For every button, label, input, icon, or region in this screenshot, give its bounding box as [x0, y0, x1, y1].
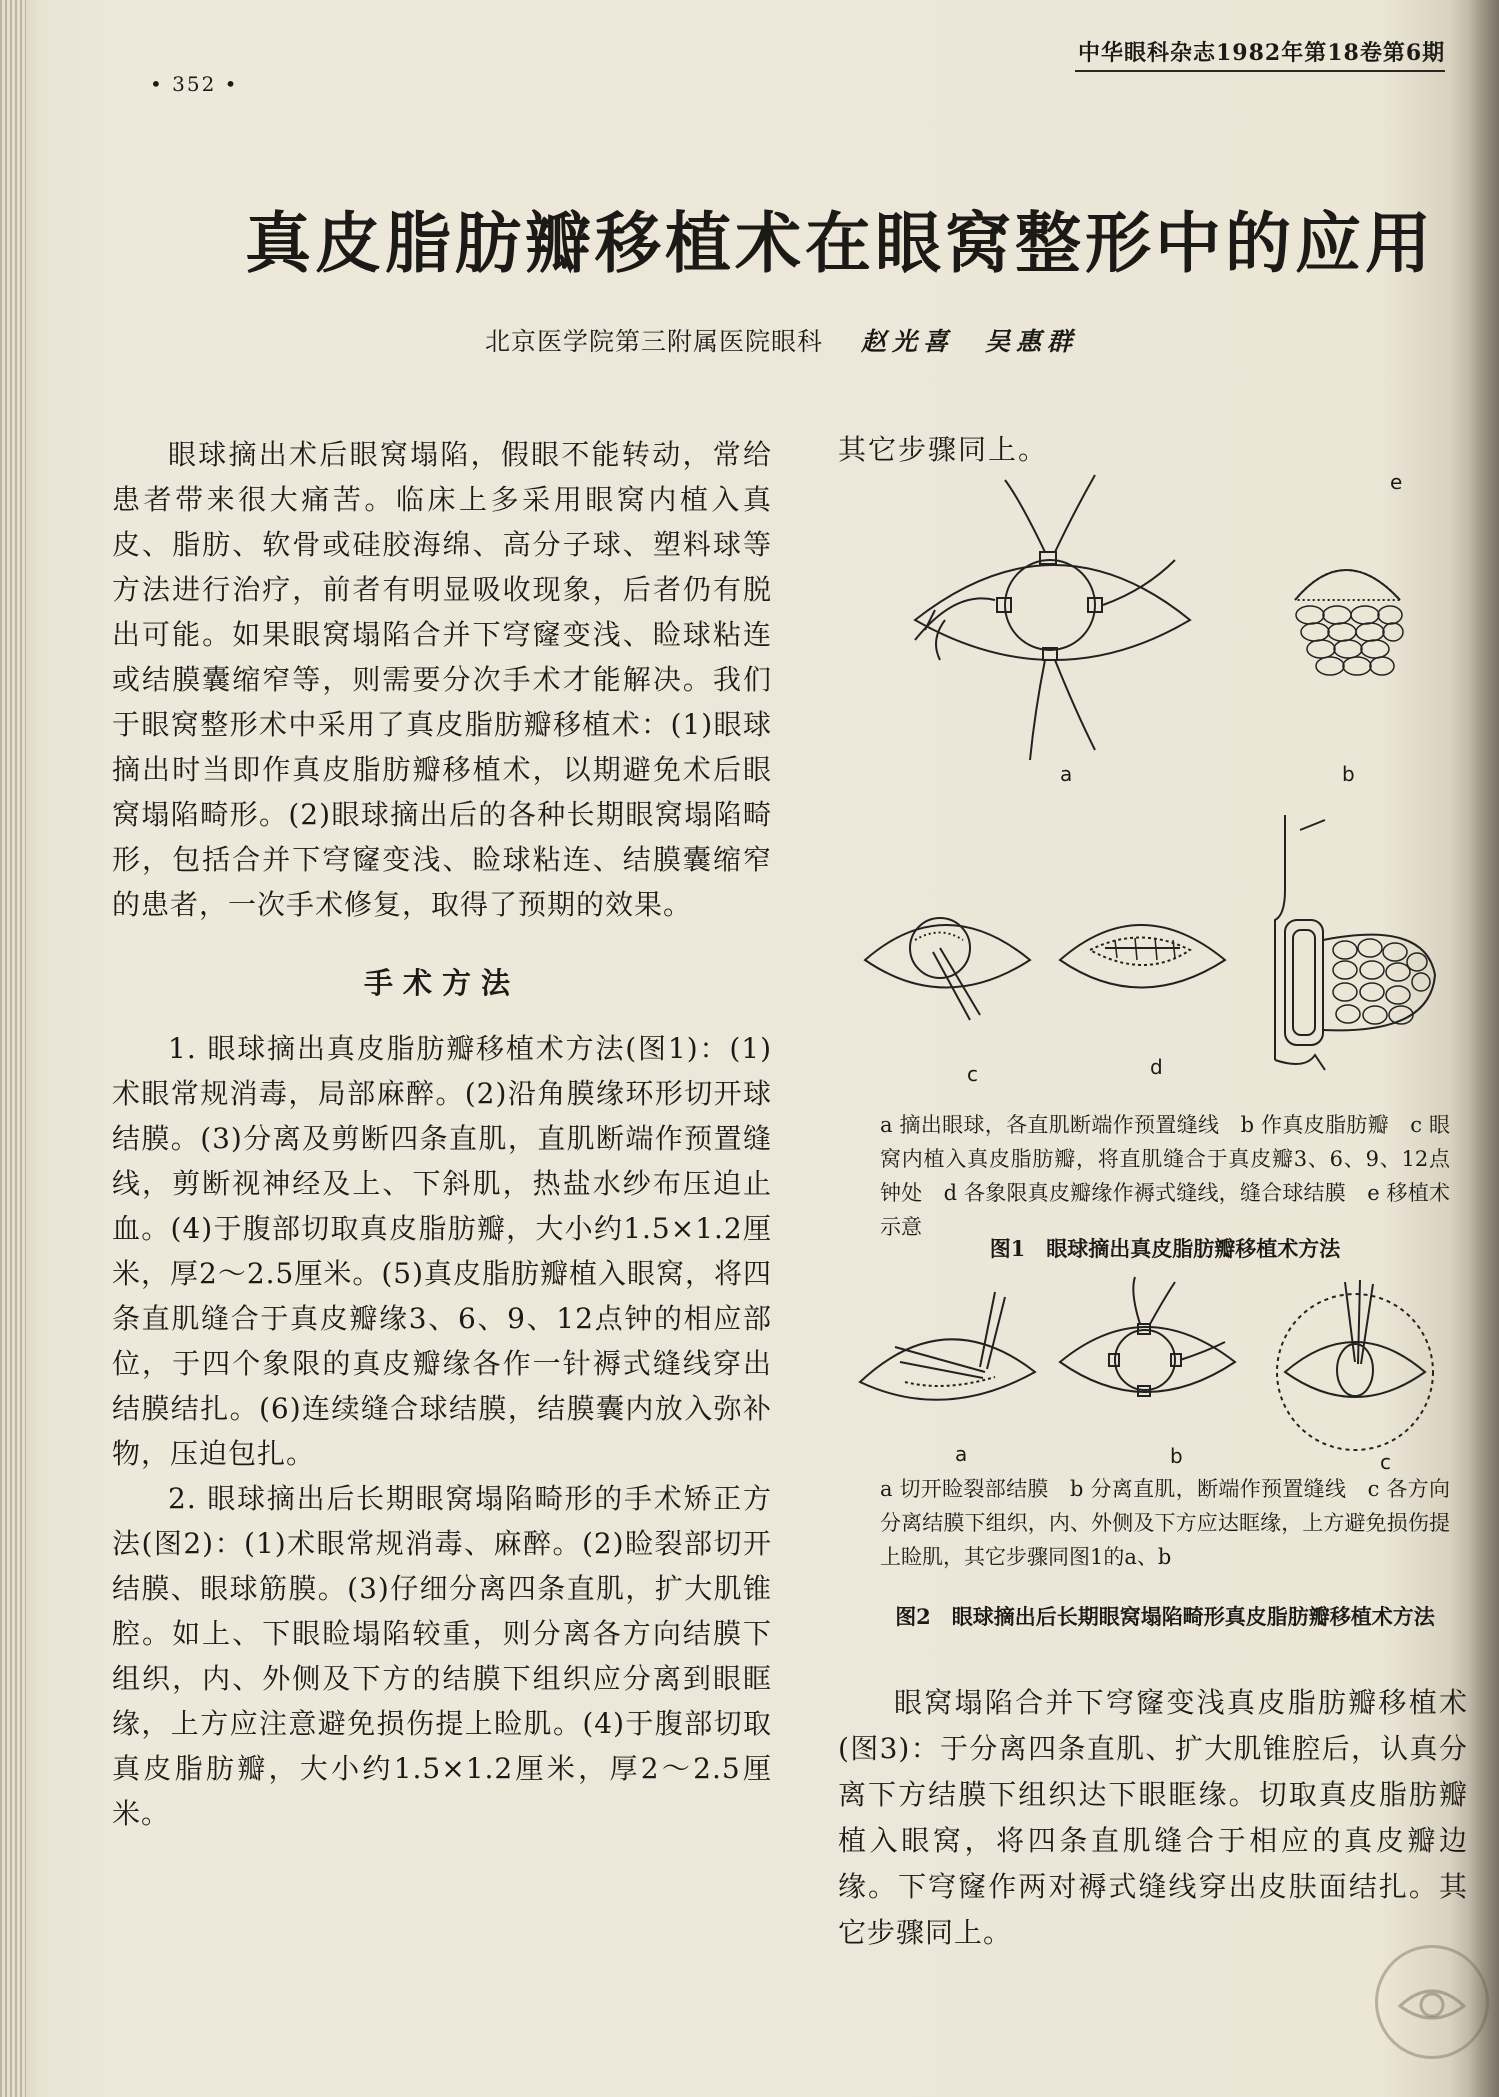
figure-1-illustration: [845, 470, 1445, 1080]
method-3-paragraph: 眼窝塌陷合并下穹窿变浅真皮脂肪瓣移植术(图3)：于分离四条直肌、扩大肌锥腔后，认真分离下方结膜下组织达下眼眶缘。切取真皮脂肪瓣植入眼窝，将四条直肌缝合于相应的真皮瓣边缘。下穹窿作两对褥式缝线穿出皮肤面结扎。其它步骤同上。: [838, 1686, 1468, 1949]
page-stack-edge: [0, 0, 26, 2097]
figure-2-label-c: c: [1380, 1450, 1391, 1474]
right-column-opening: 其它步骤同上。: [838, 433, 1049, 466]
figure-2b-drawing: [1060, 1277, 1235, 1396]
figure-1e-drawing: [1275, 815, 1435, 1070]
article-title: 真皮脂肪瓣移植术在眼窝整形中的应用: [245, 204, 1435, 282]
figure-1b-drawing: [1295, 570, 1403, 675]
figure-1-label-a: a: [1060, 762, 1073, 786]
figure-2-illustration: [845, 1272, 1445, 1482]
method-2-paragraph: 2. 眼球摘出后长期眼窝塌陷畸形的手术矫正方法(图2)：(1)术眼常规消毒、麻醉。(2)睑裂部切开结膜、眼球筋膜。(3)仔细分离四条直肌，扩大肌锥腔。如上、下眼睑塌陷较重，则分离各方向结膜下组织，内、外侧及下方的结膜下组织应分离到眼眶缘，上方应注意避免损伤提上睑肌。(4)于腹部切取真皮脂肪瓣，大小约1.5×1.2厘米，厚2～2.5厘米。: [112, 1482, 772, 1830]
figure-1-title: 图1 眼球摘出真皮脂肪瓣移植术方法: [989, 1236, 1341, 1261]
figure-1-label-e: e: [1390, 470, 1403, 494]
figure-2a-drawing: [860, 1292, 1035, 1400]
figure-1a-drawing: [915, 475, 1190, 760]
byline: [485, 322, 1078, 358]
figure-2: [845, 1272, 1445, 1482]
figure-2-label-a: a: [955, 1442, 968, 1466]
affiliation: 北京医学院第三附属医院眼科: [485, 327, 824, 356]
binding-shadow: [1469, 0, 1499, 2097]
right-column-text: [838, 1680, 1468, 1956]
figure-1-label-b: b: [1342, 762, 1355, 786]
figure-2-label-b: b: [1170, 1444, 1183, 1468]
figure-2c-drawing: [1277, 1280, 1433, 1450]
figure-1-caption: a 摘出眼球，各直肌断端作预置缝线 b 作真皮脂肪瓣 c 眼窝内植入真皮脂肪瓣，将直肌缝合于真皮瓣3、6、9、12点钟处 d 各象限真皮瓣缘作褥式缝线，缝合球结膜 e 移植术示意: [880, 1113, 1450, 1239]
figure-1-label-c: c: [967, 1062, 978, 1086]
journal-header: 中华眼科杂志1982年第18卷第6期: [1078, 40, 1446, 66]
authors: 赵光喜 吴惠群: [861, 327, 1079, 356]
figure-2-title: 图2 眼球摘出后长期眼窝塌陷畸形真皮脂肪瓣移植术方法: [895, 1604, 1435, 1629]
figure-1c-drawing: [865, 918, 1030, 1020]
method-1-paragraph: 1. 眼球摘出真皮脂肪瓣移植术方法(图1)：(1)术眼常规消毒，局部麻醉。(2)沿角膜缘环形切开球结膜。(3)分离及剪断四条直肌，直肌断端作预置缝线，剪断视神经及上、下斜肌，热盐水纱布压迫止血。(4)于腹部切取真皮脂肪瓣，大小约1.5×1.2厘米，厚2～2.5厘米。(5)真皮脂肪瓣植入眼窝，将四条直肌缝合于真皮瓣缘3、6、9、12点钟的相应部位，于四个象限的真皮瓣缘各作一针褥式缝线穿出结膜结扎。(6)连续缝合球结膜，结膜囊内放入弥补物，压迫包扎。: [112, 1032, 773, 1470]
left-column: [112, 432, 772, 1836]
header-rule: [1075, 70, 1445, 72]
section-heading: 手术方法: [363, 966, 520, 1000]
intro-paragraph: 眼球摘出术后眼窝塌陷，假眼不能转动，常给患者带来很大痛苦。临床上多采用眼窝内植入真皮、脂肪、软骨或硅胶海绵、高分子球、塑料球等方法进行治疗，前者有明显吸收现象，后者仍有脱出可能。如果眼窝塌陷合并下穹窿变浅、睑球粘连或结膜囊缩窄等，则需要分次手术才能解决。我们于眼窝整形术中采用了真皮脂肪瓣移植术：(1)眼球摘出时当即作真皮脂肪瓣移植术，以期避免术后眼窝塌陷畸形。(2)眼球摘出后的各种长期眼窝塌陷畸形，包括合并下穹窿变浅、睑球粘连、结膜囊缩窄的患者，一次手术修复，取得了预期的效果。: [112, 438, 772, 921]
figure-2-caption: a 切开睑裂部结膜 b 分离直肌，断端作预置缝线 c 各方向分离结膜下组织，内、外侧及下方应达眶缘，上方避免损伤提上睑肌，其它步骤同图1的a、b: [880, 1477, 1450, 1569]
figure-1-label-d: d: [1150, 1055, 1163, 1079]
figure-1: [845, 470, 1445, 1086]
figure-1d-drawing: [1060, 925, 1225, 988]
page-number: • 352 •: [150, 72, 239, 96]
